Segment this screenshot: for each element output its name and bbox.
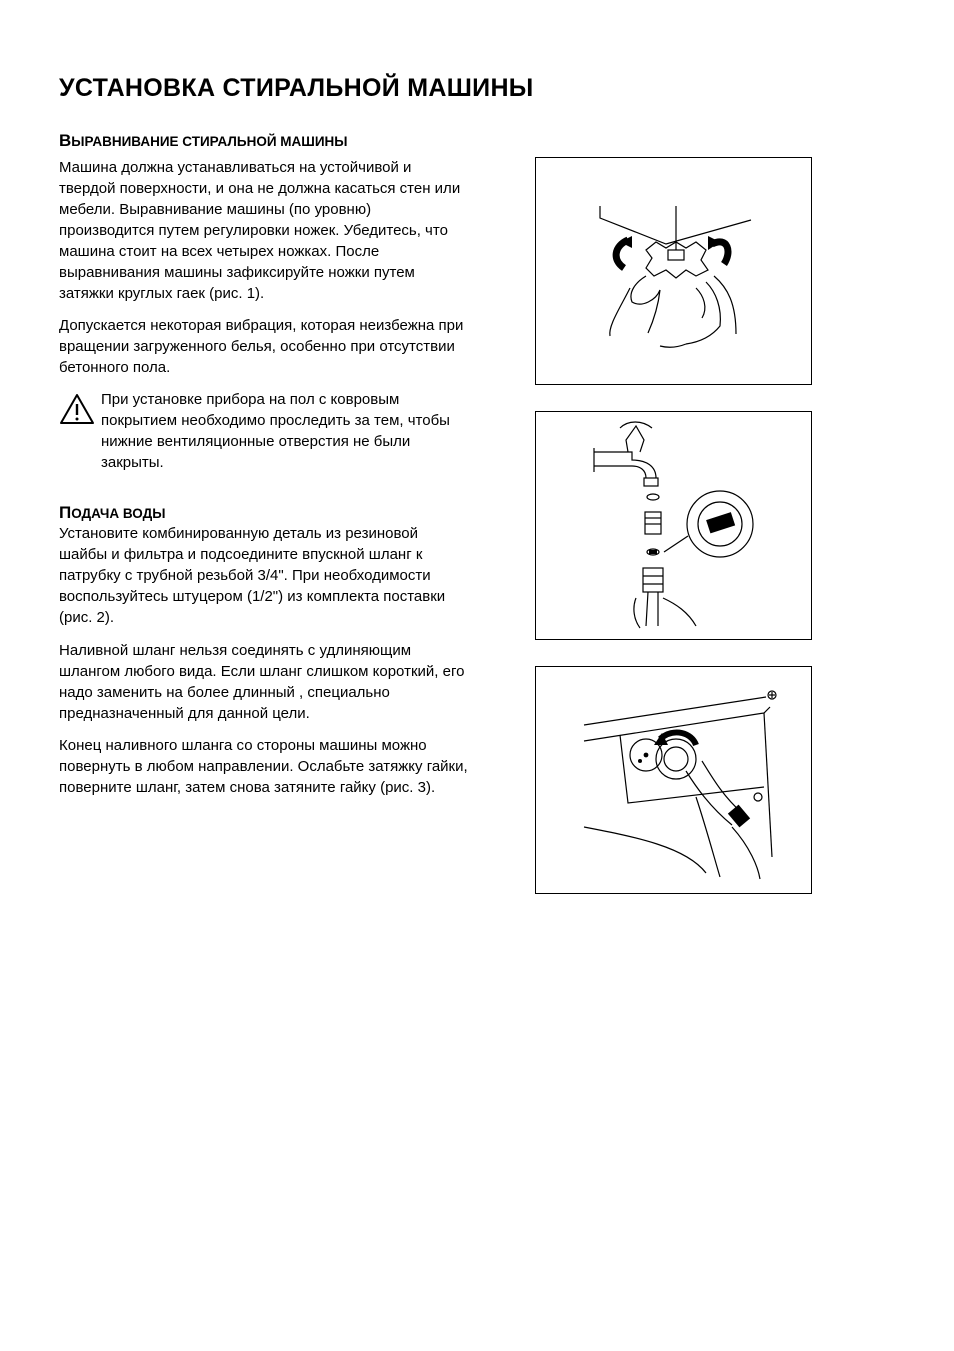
- warning-triangle-icon: [59, 393, 95, 425]
- leveling-paragraph-2: Допускается некоторая вибрация, которая неизбежна при вращении загруженного белья, особенно при отсутствии бетонного пола.: [59, 317, 464, 376]
- section-title-leveling-initial: В: [59, 131, 72, 150]
- page-title: УСТАНОВКА СТИРАЛЬНОЙ МАШИНЫ: [59, 74, 534, 102]
- section-title-leveling: [59, 131, 348, 151]
- section-title-water-rest: ОДАЧА ВОДЫ: [71, 506, 166, 521]
- section-title-water: [59, 503, 165, 523]
- water-paragraph-2: Наливной шланг нельзя соединять с удлиняющим шлангом любого вида. Если шланг слишком короткий, его надо заменить на более длинный , специально предназначенный для данной цели.: [59, 642, 465, 722]
- warning-text: При установке прибора на пол с ковровым покрытием необходимо проследить за тем, чтобы нижние вентиляционные отверстия не были закрыты.: [101, 391, 450, 471]
- water-tap-filter-illustration: [536, 412, 811, 639]
- figure-2-water-tap: [535, 411, 812, 640]
- figure-1-leveling-feet: [535, 157, 812, 385]
- leveling-paragraph-1: Машина должна устанавливаться на устойчивой и твердой поверхности, и она не должна касаться стен или мебели. Выравнивание машины (по уровню) производится путем регулировки ножек. Убедитесь, что машина стоит на всех четырех ножках. После выравнивания машины зафиксируйте ножки путем затяжки круглых гаек (рис. 1).: [59, 159, 461, 302]
- water-paragraph-3: Конец наливного шланга со стороны машины можно повернуть в любом направлении. Ослабьте затяжку гайки, поверните шланг, затем снова затяните гайку (рис. 3).: [59, 737, 468, 796]
- section-title-water-initial: П: [59, 503, 72, 522]
- leveling-feet-illustration: [536, 158, 811, 384]
- figure-3-inlet-hose: [535, 666, 812, 894]
- section-title-leveling-rest: ЫРАВНИВАНИЕ СТИРАЛЬНОЙ МАШИНЫ: [71, 134, 348, 149]
- inlet-hose-illustration: [536, 667, 811, 893]
- water-paragraph-1: Установите комбинированную деталь из резиновой шайбы и фильтра и подсоедините впускной шланг к патрубку с трубной резьбой 3/4". При необходимости воспользуйтесь штуцером (1/2") из комплекта поставки (рис. 2).: [59, 525, 446, 626]
